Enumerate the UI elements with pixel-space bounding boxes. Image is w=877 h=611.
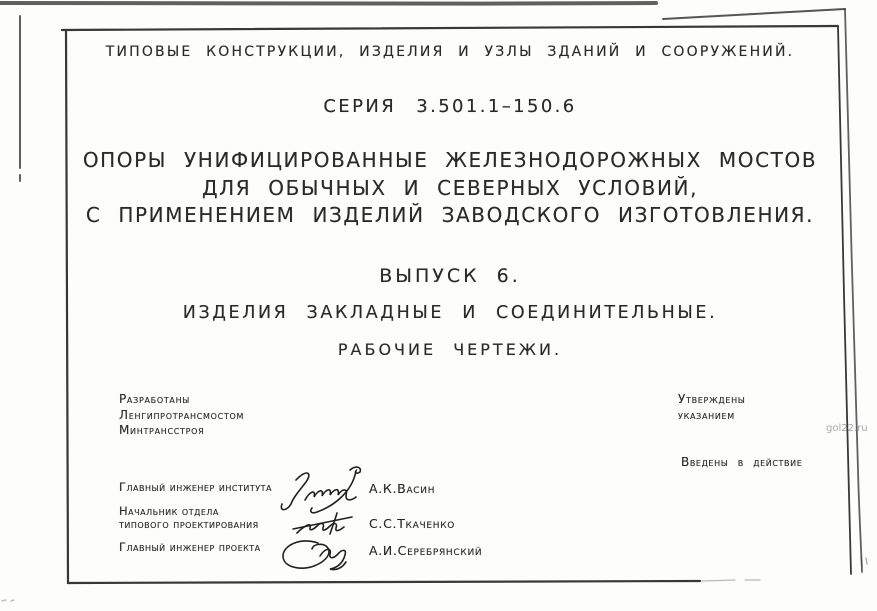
title-line-3: С ПРИМЕНЕНИЕМ ИЗДЕЛИЙ ЗАВОДСКОГО ИЗГОТОВЛЕНИЯ.: [85, 203, 815, 227]
signature-1-scribble: [281, 467, 360, 513]
developed-by-block: [119, 392, 244, 439]
site-watermark: gol22.ru: [826, 423, 868, 434]
title-line-2: ДЛЯ ОБЫЧНЫХ И СЕВЕРНЫХ УСЛОВИЙ,: [201, 176, 699, 200]
signatory-role-line: Главный инженер проекта: [119, 540, 261, 554]
signature-3-scribble: [283, 541, 346, 570]
signatory-role-line: типового проектирования: [119, 517, 259, 531]
approved-block: [678, 392, 746, 423]
signature-scribbles: [281, 467, 360, 570]
frame-bottom-faded: [702, 580, 760, 581]
frame-top: [62, 26, 838, 30]
effective-date-line: Введены в действие: [681, 455, 803, 469]
scan-speck-bottom-left: [2, 600, 14, 601]
developed-by-line: Минтрансстроя: [119, 423, 205, 437]
developed-by-line: Ленгипротрансмостом: [119, 407, 245, 422]
document-header: ТИПОВЫЕ КОНСТРУКЦИИ, ИЗДЕЛИЯ И УЗЛЫ ЗДАНИЙ И СООРУЖЕНИЙ.: [105, 44, 795, 60]
drawings-label: РАБОЧИЕ ЧЕРТЕЖИ.: [337, 340, 563, 359]
signature-2-scribble: [293, 513, 352, 534]
series-number: СЕРИЯ 3.501.1–150.6: [323, 96, 577, 117]
signatory-name: А.И.Серебрянский: [369, 543, 483, 558]
signatory-role: [119, 481, 272, 494]
developed-by-line: Разработаны: [119, 392, 191, 406]
page-edge-top-right: [663, 9, 845, 19]
frame-bottom: [68, 581, 700, 583]
signatory-role: [119, 541, 261, 554]
title-line-1: ОПОРЫ УНИФИЦИРОВАННЫЕ ЖЕЛЕЗНОДОРОЖНЫХ МОСТОВ: [82, 148, 818, 172]
page-edge-top-smudge: [0, 3, 656, 4]
signatory-role-line: Главный инженер института: [119, 480, 273, 494]
page-edge-right: [845, 9, 862, 572]
approved-line: Утверждены: [678, 392, 746, 406]
signatory-name: С.С.Ткаченко: [369, 516, 456, 531]
signatory-role-line: Начальник отдела: [119, 504, 219, 518]
signatory-name: А.К.Васин: [369, 481, 436, 496]
signatory-role: [119, 505, 259, 531]
issue-number: ВЫПУСК 6.: [379, 265, 521, 287]
subtitle: ИЗДЕЛИЯ ЗАКЛАДНЫЕ И СОЕДИНИТЕЛЬНЫЕ.: [182, 303, 718, 323]
approved-line: указанием: [678, 407, 735, 422]
